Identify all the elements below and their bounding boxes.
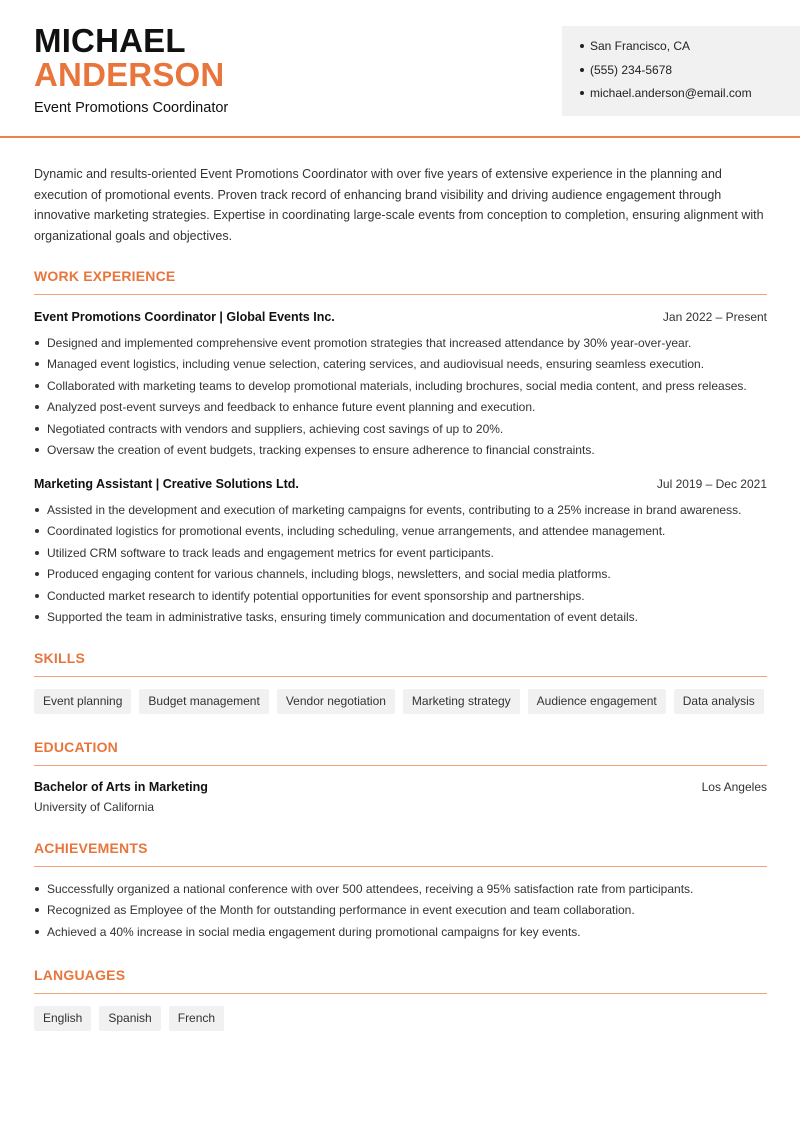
- job-role: Marketing Assistant | Creative Solutions Ltd.: [34, 477, 299, 491]
- skill-chip: Budget management: [139, 689, 268, 714]
- contact-location: San Francisco, CA: [580, 38, 800, 62]
- section-title-education: EDUCATION: [34, 739, 767, 766]
- language-chip: Spanish: [99, 1006, 160, 1031]
- job-header: [34, 477, 767, 491]
- job-dates: Jan 2022 – Present: [662, 310, 767, 324]
- list-item: Achieved a 40% increase in social media engagement during promotional campaigns for key events.: [34, 924, 774, 945]
- list-item: Coordinated logistics for promotional events, including scheduling, venue arrangements, and attendee management.: [34, 523, 774, 544]
- list-item: Conducted market research to identify potential opportunities for event sponsorship and partnerships.: [34, 588, 774, 609]
- list-item: Analyzed post-event surveys and feedback to enhance future event planning and execution.: [34, 399, 774, 420]
- job-bullets: [34, 502, 774, 630]
- list-item: Utilized CRM software to track leads and engagement metrics for event participants.: [34, 545, 774, 566]
- skill-chip: Data analysis: [674, 689, 764, 714]
- candidate-name: [34, 24, 224, 91]
- job-title: Event Promotions Coordinator: [34, 100, 229, 116]
- language-chip: English: [34, 1006, 91, 1031]
- skill-chip: Audience engagement: [528, 689, 666, 714]
- job-role: Event Promotions Coordinator | Global Events Inc.: [34, 310, 335, 324]
- contact-box: [562, 26, 800, 116]
- job-header: [34, 310, 767, 324]
- resume-header: [0, 0, 800, 138]
- list-item: Oversaw the creation of event budgets, tracking expenses to ensure adherence to financial constraints.: [34, 442, 774, 463]
- language-chip: French: [169, 1006, 224, 1031]
- education-location: Los Angeles: [701, 780, 767, 794]
- section-title-skills: SKILLS: [34, 650, 767, 677]
- list-item: Assisted in the development and execution of marketing campaigns for events, contributing to a 25% increase in brand awareness.: [34, 502, 774, 523]
- last-name: ANDERSON: [34, 56, 225, 93]
- list-item: Negotiated contracts with vendors and suppliers, achieving cost savings of up to 20%.: [34, 421, 774, 442]
- list-item: Collaborated with marketing teams to develop promotional materials, including brochures, social media content, and press releases.: [34, 378, 774, 399]
- job-bullets: [34, 335, 774, 463]
- achievements-list: [34, 881, 774, 945]
- skill-chip: Marketing strategy: [403, 689, 520, 714]
- list-item: Designed and implemented comprehensive event promotion strategies that increased attendance by 30% year-over-year.: [34, 335, 774, 356]
- first-name: MICHAEL: [34, 22, 186, 59]
- job-dates: Jul 2019 – Dec 2021: [656, 477, 767, 491]
- list-item: Produced engaging content for various channels, including blogs, newsletters, and social media platforms.: [34, 566, 774, 587]
- contact-phone: (555) 234-5678: [580, 62, 800, 86]
- skill-chip: Vendor negotiation: [277, 689, 395, 714]
- section-title-achievements: ACHIEVEMENTS: [34, 840, 767, 867]
- languages-list: [34, 1006, 224, 1031]
- section-title-work: WORK EXPERIENCE: [34, 268, 767, 295]
- education-school: University of California: [34, 800, 155, 814]
- list-item: Supported the team in administrative tasks, ensuring timely communication and documentation of event details.: [34, 609, 774, 630]
- education-degree: Bachelor of Arts in Marketing: [34, 780, 208, 794]
- contact-email: michael.anderson@email.com: [580, 85, 800, 109]
- summary: Dynamic and results-oriented Event Promotions Coordinator with over five years of extensive experience in the planning and execution of promotional events. Proven track record of enhancing brand visibility and driving audience engagement through innovative marketing strategies. Expertise in coordinating large-scale events from conception to completion, ensuring alignment with organizational goals and objectives.: [34, 167, 764, 243]
- skills-list: [34, 689, 764, 714]
- section-title-languages: LANGUAGES: [34, 967, 767, 994]
- skill-chip: Event planning: [34, 689, 131, 714]
- list-item: Successfully organized a national conference with over 500 attendees, receiving a 95% satisfaction rate from participants.: [34, 881, 774, 902]
- list-item: Recognized as Employee of the Month for outstanding performance in event execution and team collaboration.: [34, 902, 774, 923]
- list-item: Managed event logistics, including venue selection, catering services, and audiovisual needs, ensuring seamless execution.: [34, 356, 774, 377]
